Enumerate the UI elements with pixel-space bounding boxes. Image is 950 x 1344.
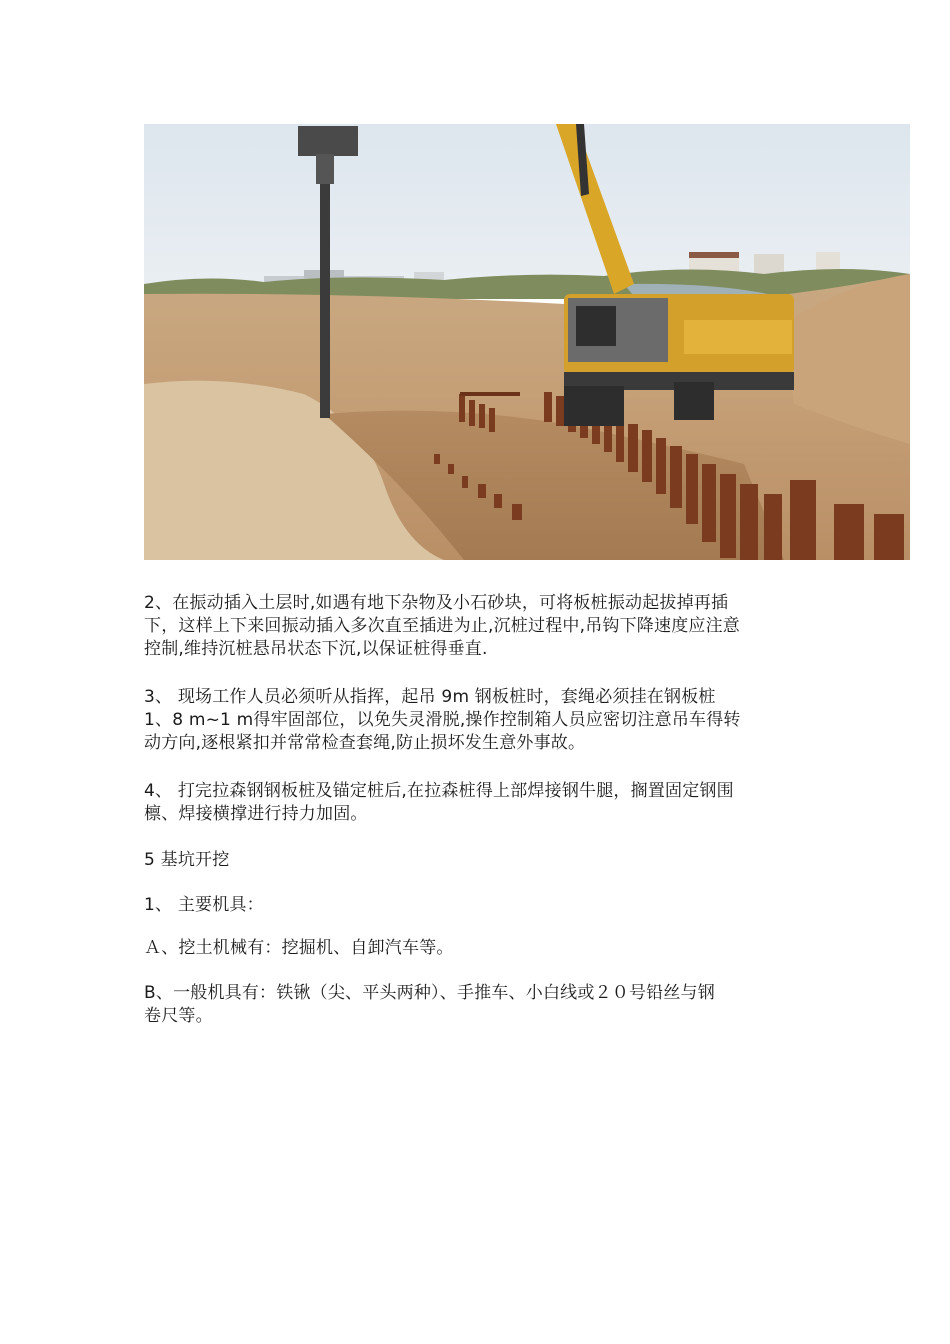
section-heading-5 — [144, 849, 824, 872]
list-item-a — [144, 937, 824, 960]
paragraph-3-line-3: 动方向,逐根紧扣并常常检查套绳,防止损坏发生意外事故。 — [144, 733, 586, 753]
list-item-1 — [144, 894, 824, 917]
paragraph-4-line-2: 檩、焊接横撑进行持力加固。 — [144, 804, 368, 824]
section-heading-5-text: 5 基坑开挖 — [144, 850, 230, 870]
paragraph-4-line-1: 4、 打完拉森钢钢板桩及锚定桩后,在拉森桩得上部焊接钢牛腿，搁置固定钢围 — [144, 781, 734, 801]
paragraph-4 — [144, 780, 824, 826]
construction-site-photo — [144, 124, 910, 560]
paragraph-2-line-1: 2、在振动插入土层时,如遇有地下杂物及小石砂块，可将板桩振动起拔掉再插 — [144, 593, 729, 613]
paragraph-2-line-3: 控制,维持沉桩悬吊状态下沉,以保证桩得垂直. — [144, 639, 488, 659]
paragraph-3-line-1: 3、 现场工作人员必须听从指挥，起吊 9m 钢板桩时，套绳必须挂在钢板桩 — [144, 687, 716, 707]
list-item-b-line-2: 卷尺等。 — [144, 1006, 213, 1026]
paragraph-3-line-2: 1、8 m~1 m得牢固部位，以免失灵滑脱,操作控制箱人员应密切注意吊车得转 — [144, 710, 741, 730]
list-item-1-text: 1、 主要机具： — [144, 895, 264, 915]
paragraph-2 — [144, 592, 824, 661]
list-item-b — [144, 982, 824, 1028]
list-item-b-line-1: B、一般机具有：铁锹（尖、平头两种）、手推车、小白线或２０号铅丝与钢 — [144, 983, 715, 1003]
paragraph-3 — [144, 686, 824, 755]
paragraph-2-line-2: 下，这样上下来回振动插入多次直至插进为止,沉桩过程中,吊钩下降速度应注意 — [144, 616, 741, 636]
list-item-a-text: Ａ、挖土机械有：挖掘机、自卸汽车等。 — [144, 938, 454, 958]
